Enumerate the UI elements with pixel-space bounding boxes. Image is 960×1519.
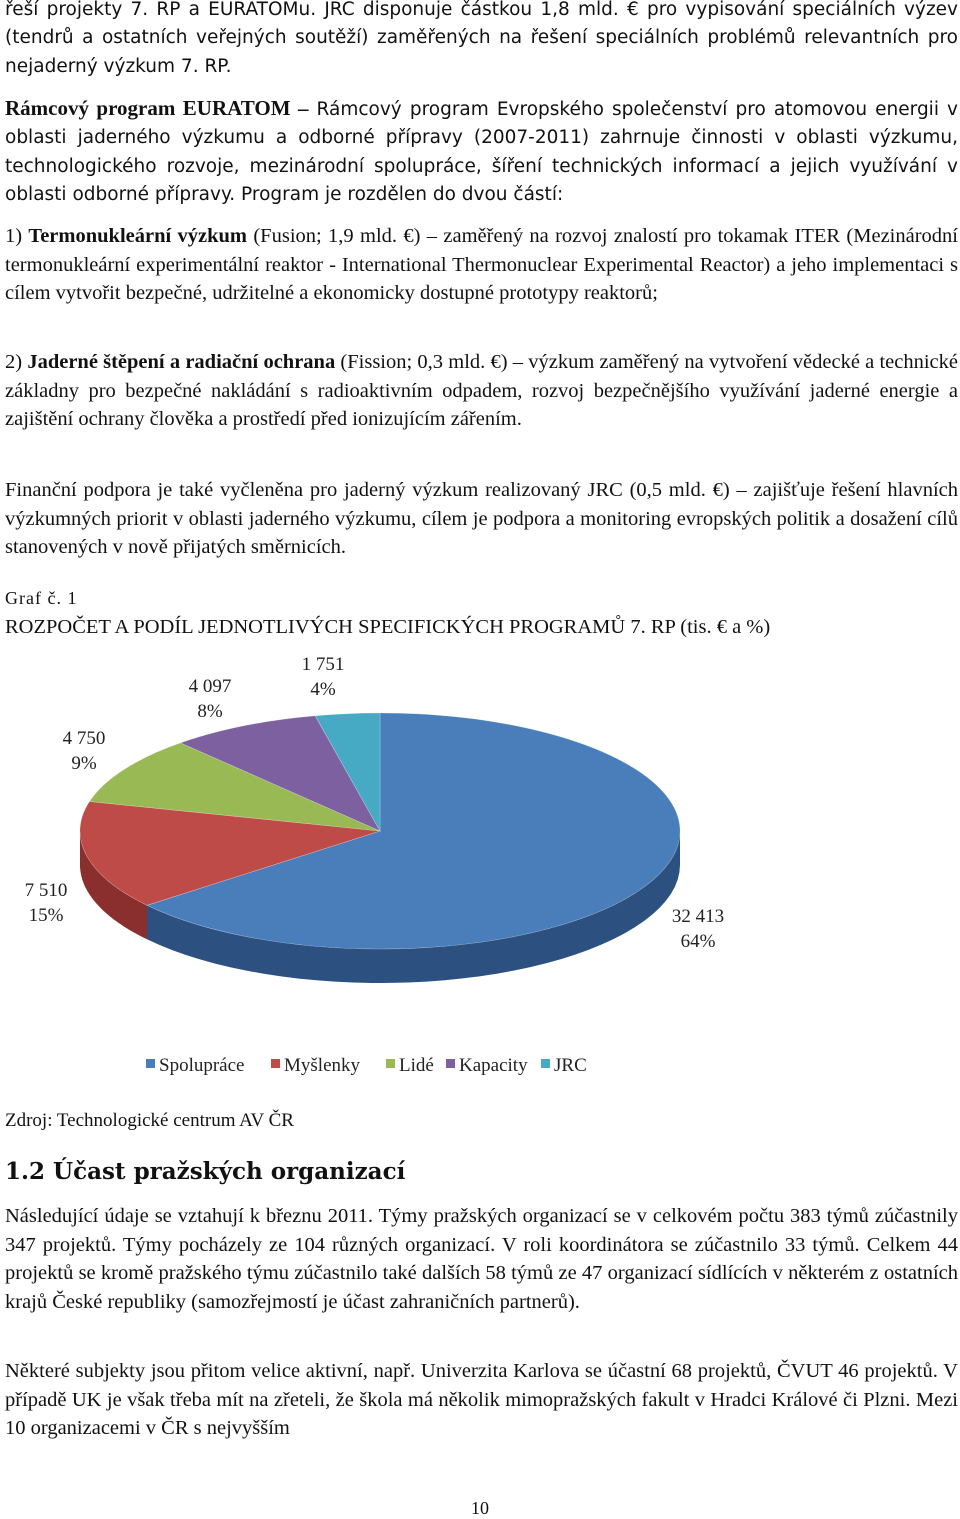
legend-label: Lidé bbox=[399, 1055, 434, 1076]
legend-swatch bbox=[386, 1059, 395, 1068]
legend-swatch bbox=[146, 1059, 155, 1068]
fusion-description: (Fusion; 1,9 mld. €) – zaměřený na rozvoj znalostí pro tokamak ITER (Mezinárodní termonukleární experimentální reaktor - International Thermonuclear Experimental Reactor) a jeho implementaci s cílem vytvořit bezpečné, udržitelné a ekonomicky dostupné prototypy reaktorů; bbox=[5, 225, 958, 305]
pie-layer bbox=[80, 713, 680, 983]
paragraph-euratom bbox=[5, 94, 958, 210]
list-item-fission bbox=[5, 348, 958, 434]
data-label-value: 32 413 bbox=[671, 906, 725, 927]
fission-description: (Fission; 0,3 mld. €) – výzkum zaměřený na vytvoření vědecké a technické základny pro bezpečné nakládání s radioaktivním odpadem, rozvoj bezpečnějšího využívání jaderné energie a zajištění ochrany člověka a prostředí před ionizujícím zářením. bbox=[5, 351, 959, 431]
data-label-value: 1 751 bbox=[301, 654, 345, 675]
euratom-description: Rámcový program Evropského společenství pro atomovou energii v oblasti jaderného výzkumu a odborné přípravy (2007-2011) zahrnuje činnosti v oblasti výzkumu, technologického rozvoje, mezinárodní spolupráce, šíření technických informací a jejich využívání v oblasti odborné přípravy. Program je rozdělen do dvou částí: bbox=[5, 99, 958, 206]
list-item-fusion bbox=[5, 222, 958, 308]
section-heading: 1.2 Účast pražských organizací bbox=[5, 1158, 406, 1185]
paragraph-jrc-intro: řeší projekty 7. RP a EURATOMu. JRC disponuje částkou 1,8 mld. € pro vypisování speciálních výzev (tendrů a ostatních veřejných soutěží) zaměřených na řešení speciálních problémů relevantních pro nejaderný výzkum 7. RP. bbox=[5, 0, 958, 77]
data-label-percent: 9% bbox=[71, 753, 97, 774]
legend-item-kapacity bbox=[446, 1055, 528, 1076]
page-number: 10 bbox=[471, 1498, 489, 1518]
legend-label: Spolupráce bbox=[159, 1055, 245, 1076]
paragraph-active-subjects: Některé subjekty jsou přitom velice aktivní, např. Univerzita Karlova se účastní 68 projektů, ČVUT 46 projektů. V případě UK je však třeba mít na zřeteli, že škola má několik mimopražských fakult v Hradci Králové či Plzni. Mezi 10 organizacemi v ČR s nejvyšším bbox=[5, 1360, 958, 1440]
legend-item-lide bbox=[386, 1055, 434, 1076]
data-label-percent: 64% bbox=[680, 931, 716, 952]
legend-swatch bbox=[271, 1059, 280, 1068]
fission-term: Jaderné štěpení a radiační ochrana bbox=[27, 351, 336, 373]
legend-label: Myšlenky bbox=[284, 1055, 360, 1076]
legend-item-spoluprace bbox=[146, 1055, 244, 1076]
list-number: 2) bbox=[5, 351, 28, 373]
legend-label: JRC bbox=[554, 1055, 587, 1076]
legend-swatch bbox=[541, 1059, 550, 1068]
list-number: 1) bbox=[5, 225, 29, 247]
data-label-value: 4 750 bbox=[62, 728, 106, 749]
legend-swatch bbox=[446, 1059, 455, 1068]
data-label-value: 7 510 bbox=[24, 880, 68, 901]
graph-label: Graf č. 1 bbox=[5, 588, 78, 608]
euratom-term: Rámcový program EURATOM – bbox=[5, 96, 309, 120]
chart-title: ROZPOČET A PODÍL JEDNOTLIVÝCH SPECIFICKÝCH PROGRAMŮ 7. RP (tis. € a %) bbox=[5, 616, 771, 638]
data-label-percent: 4% bbox=[310, 679, 336, 700]
chart-source: Zdroj: Technologické centrum AV ČR bbox=[5, 1110, 294, 1131]
data-label-percent: 8% bbox=[197, 701, 223, 722]
fusion-term: Termonukleární výzkum bbox=[28, 225, 248, 247]
budget-pie-chart bbox=[0, 648, 960, 1088]
legend-label: Kapacity bbox=[459, 1055, 528, 1076]
paragraph-prague-teams: Následující údaje se vztahují k březnu 2011. Týmy pražských organizací se v celkovém počtu 383 týmů zúčastnily 347 projektů. Týmy pocházely ze 104 různých organizací. V roli koordinátora se zúčastnilo 33 týmů. Celkem 44 projektů se kromě pražského týmu zúčastnilo také dalších 58 týmů ze 47 organizací sídlících v některém z ostatních krajů České republiky (samozřejmostí je účast zahraničních partnerů). bbox=[5, 1205, 958, 1313]
legend-item-jrc bbox=[541, 1055, 587, 1076]
chart-legend bbox=[146, 1055, 587, 1076]
data-label-percent: 15% bbox=[28, 905, 64, 926]
paragraph-jrc-funding: Finanční podpora je také vyčleněna pro jaderný výzkum realizovaný JRC (0,5 mld. €) – zajišťuje řešení hlavních výzkumných priorit v oblasti jaderného výzkumu, cílem je podpora a monitoring evropských politik a dosažení cílů stanovených v nově přijatých směrnicích. bbox=[5, 479, 958, 559]
legend-item-myslenky bbox=[271, 1055, 361, 1076]
data-label-value: 4 097 bbox=[188, 676, 232, 697]
